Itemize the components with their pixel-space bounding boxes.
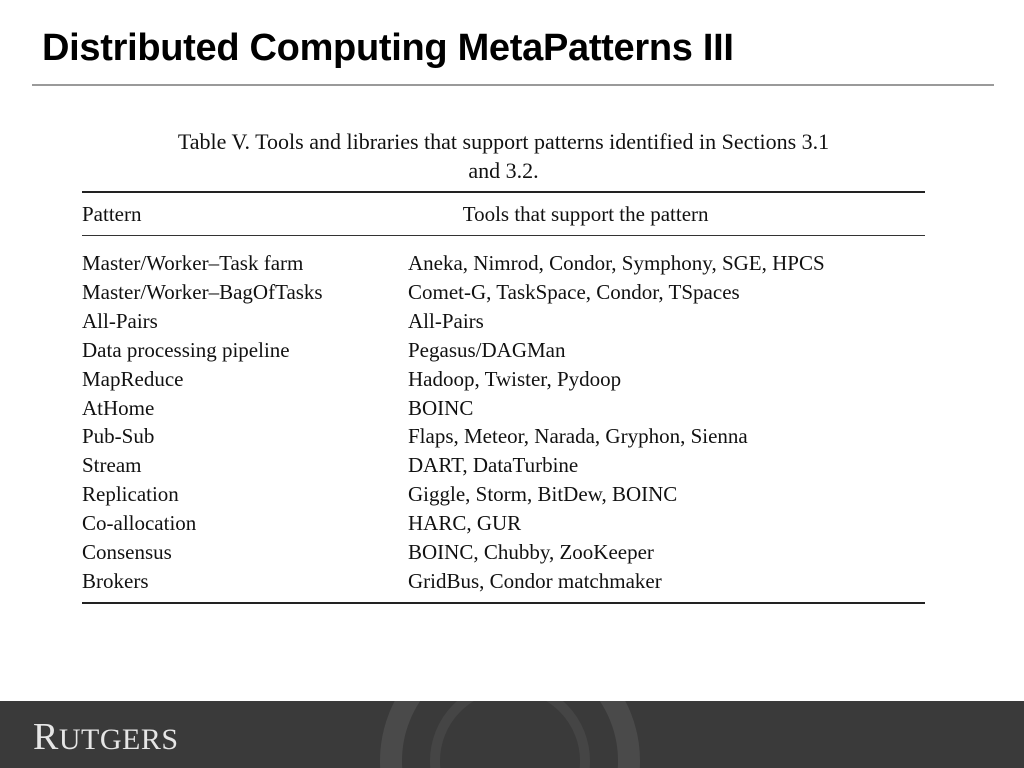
table-row xyxy=(82,365,925,394)
tools-cell: Flaps, Meteor, Narada, Gryphon, Sienna xyxy=(408,424,748,449)
logo-initial: R xyxy=(33,716,59,758)
pattern-cell: Stream xyxy=(82,453,142,478)
pattern-cell: Master/Worker–BagOfTasks xyxy=(82,279,323,304)
title-divider xyxy=(32,84,994,86)
tools-cell: All-Pairs xyxy=(408,308,484,333)
logo-rest: UTGERS xyxy=(58,723,179,756)
tools-cell: Aneka, Nimrod, Condor, Symphony, SGE, HPCS xyxy=(408,251,825,275)
table-row xyxy=(82,336,925,365)
table-row xyxy=(82,422,925,451)
table-bottom-rule xyxy=(82,602,925,604)
table-row xyxy=(82,394,925,423)
pattern-cell: Consensus xyxy=(82,540,172,565)
pattern-cell: Co-allocation xyxy=(82,511,197,536)
table-row xyxy=(82,249,925,278)
tools-cell: Hadoop, Twister, Pydoop xyxy=(408,366,622,391)
tools-cell: GridBus, Condor matchmaker xyxy=(408,568,662,593)
pattern-cell: AtHome xyxy=(82,395,155,420)
tools-cell: HARC, GUR xyxy=(408,511,522,536)
pattern-cell: Master/Worker–Task farm xyxy=(82,251,304,275)
pattern-cell: Replication xyxy=(82,482,179,507)
table-header-row xyxy=(82,193,925,235)
rutgers-logo xyxy=(33,717,179,760)
table-caption-line-2: and 3.2. xyxy=(468,158,539,183)
table-row xyxy=(82,509,925,538)
header-pattern: Pattern xyxy=(82,202,142,226)
tools-cell: BOINC xyxy=(408,395,474,420)
table-caption-line-1: Table V. Tools and libraries that support patterns identified in Sections 3.1 xyxy=(177,129,830,154)
table-row xyxy=(82,538,925,567)
pattern-cell: MapReduce xyxy=(82,366,184,391)
seal-watermark-inner xyxy=(430,701,590,768)
footer-bar xyxy=(0,701,1024,768)
table-row xyxy=(82,480,925,509)
tools-table-body xyxy=(82,249,925,596)
table-row xyxy=(82,451,925,480)
tools-cell: DART, DataTurbine xyxy=(408,453,579,478)
tools-table xyxy=(82,193,925,235)
pattern-cell: Brokers xyxy=(82,568,149,593)
pattern-cell: Data processing pipeline xyxy=(82,337,290,362)
pattern-cell: All-Pairs xyxy=(82,308,158,333)
pattern-cell: Pub-Sub xyxy=(82,424,155,449)
header-tools: Tools that support the pattern xyxy=(462,202,709,226)
table-row xyxy=(82,567,925,596)
table-caption xyxy=(82,127,925,185)
table-row xyxy=(82,307,925,336)
tools-cell: Comet-G, TaskSpace, Condor, TSpaces xyxy=(408,279,740,304)
table-row xyxy=(82,278,925,307)
tools-cell: Giggle, Storm, BitDew, BOINC xyxy=(408,482,678,507)
slide-title: Distributed Computing MetaPatterns III xyxy=(42,27,734,69)
tools-cell: Pegasus/DAGMan xyxy=(408,337,566,362)
tools-cell: BOINC, Chubby, ZooKeeper xyxy=(408,540,654,565)
tools-table-figure xyxy=(82,127,925,604)
